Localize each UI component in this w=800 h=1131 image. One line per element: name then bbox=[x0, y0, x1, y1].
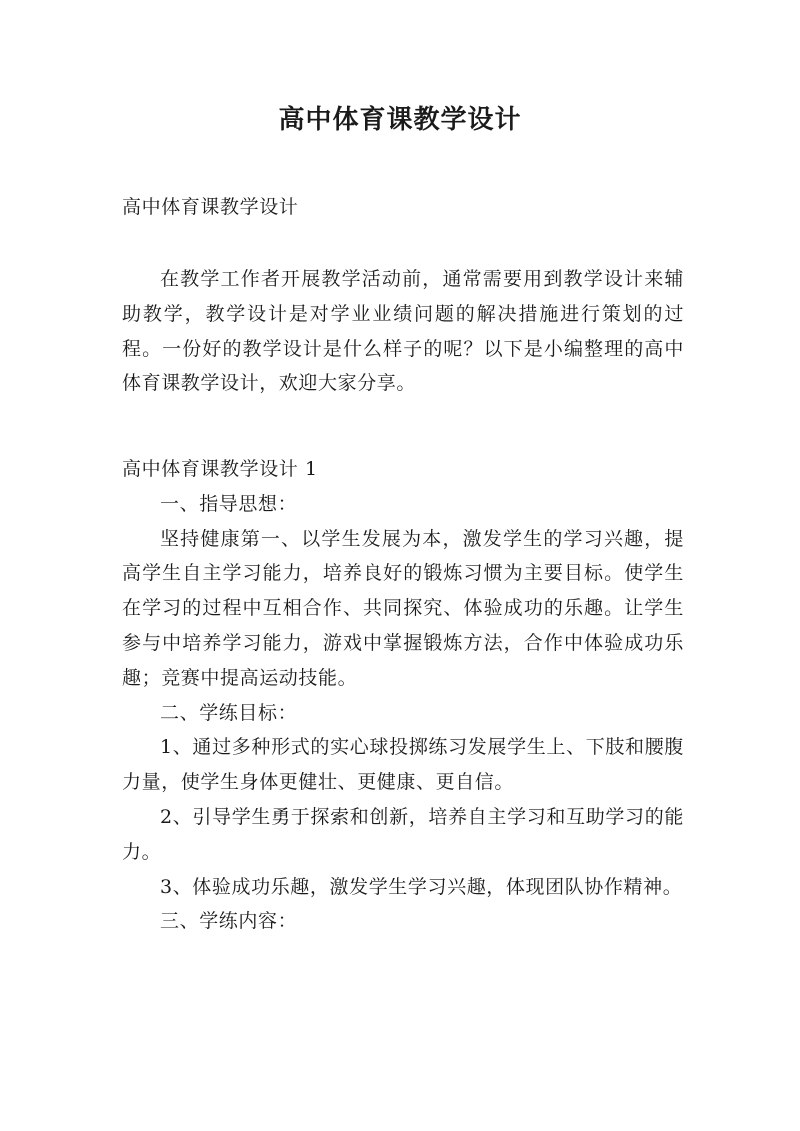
section-1 bbox=[122, 452, 684, 939]
intro-paragraph: 在教学工作者开展教学活动前，通常需要用到教学设计来辅助教学，教学设计是对学业业绩问题的解决措施进行策划的过程。一份好的教学设计是什么样子的呢？以下是小编整理的高中体育课教学设计，欢迎大家分享。 bbox=[122, 268, 684, 395]
document-title: 高中体育课教学设计 bbox=[278, 105, 522, 135]
goal-item: 1、通过多种形式的实心球投掷练习发展学生上、下肢和腰腹力量，使学生身体更健壮、更健康、更自信。 bbox=[122, 736, 684, 794]
document-subtitle-block bbox=[122, 190, 684, 225]
document-subtitle: 高中体育课教学设计 bbox=[122, 196, 299, 218]
paragraph-guiding-ideology: 坚持健康第一、以学生发展为本，激发学生的学习兴趣，提高学生自主学习能力，培养良好的锻炼习惯为主要目标。使学生在学习的过程中互相合作、共同探究、体验成功的乐趣。让学生参与中培养学习能力，游戏中掌握锻炼方法，合作中体验成功乐趣；竞赛中提高运动技能。 bbox=[122, 527, 684, 689]
heading-guiding-ideology: 一、指导思想： bbox=[160, 492, 298, 515]
heading-learning-goals: 二、学练目标： bbox=[160, 701, 298, 724]
goal-item: 3、体验成功乐趣，激发学生学习兴趣，体现团队协作精神。 bbox=[160, 875, 683, 898]
heading-learning-content: 三、学练内容： bbox=[160, 910, 298, 933]
goal-item: 2、引导学生勇于探索和创新，培养自主学习和互助学习的能力。 bbox=[122, 805, 684, 863]
section-title: 高中体育课教学设计 1 bbox=[122, 458, 318, 480]
intro-block bbox=[122, 262, 684, 401]
